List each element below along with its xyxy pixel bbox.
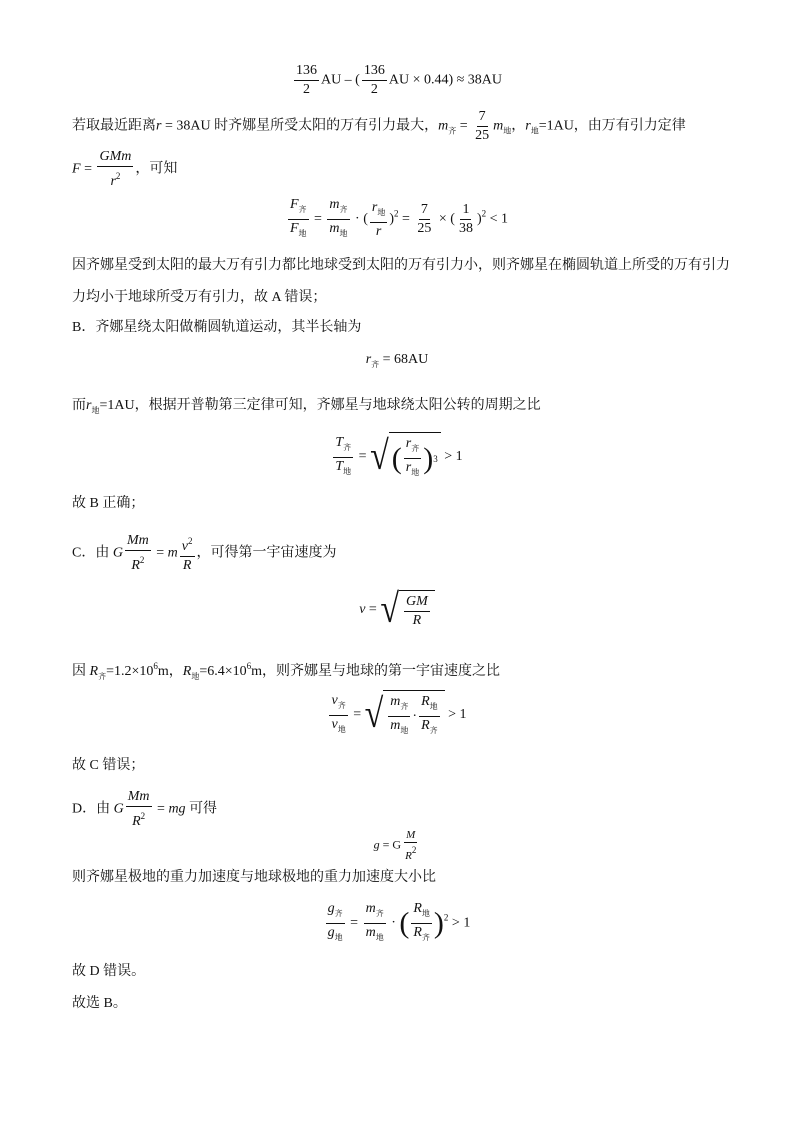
numerator: 136 [362, 62, 387, 81]
text: = [80, 161, 96, 177]
var: R [421, 718, 430, 733]
superscript: 2 [481, 208, 487, 219]
paragraph: B．齐娜星绕太阳做椭圆轨道运动，其半长轴为 [72, 320, 362, 335]
text: > 1 [440, 449, 463, 465]
var: m [438, 118, 449, 134]
var: v [331, 716, 338, 732]
text: × ( [435, 211, 455, 227]
paragraph: 故选 B。 [72, 996, 127, 1011]
denominator: R [405, 850, 412, 862]
text: > 1 [444, 707, 467, 723]
var: G [113, 801, 124, 817]
paragraph [72, 788, 734, 831]
paragraph [72, 656, 734, 687]
subscript: 齐 [334, 909, 343, 918]
equation-first-cosmic-velocity: v = √ $\frac{GM}{R}$ [0, 590, 794, 630]
var: R [413, 925, 422, 940]
text: m， [157, 664, 183, 679]
text: ， [511, 118, 526, 134]
paragraph: 因齐娜星受到太阳的最大万有引力都比地球受到太阳的万有引力小，则齐娜星在椭圆轨道上所受的万有引力 [72, 258, 730, 273]
numerator: 1 [460, 201, 471, 220]
subscript: 齐 [429, 726, 438, 735]
subscript: 齐 [448, 126, 457, 136]
var: T [335, 434, 344, 450]
subscript: 齐 [400, 702, 409, 711]
superscript: 6 [153, 661, 158, 671]
text: = [153, 801, 169, 817]
var: r [365, 352, 372, 367]
var: r [156, 118, 162, 134]
numerator: 7 [477, 108, 488, 127]
subscript: 地 [530, 126, 539, 136]
subscript: 齐 [337, 700, 346, 710]
text: m，则齐娜星与地球的第一宇宙速度之比 [251, 664, 500, 679]
numerator: GM [404, 593, 430, 612]
fraction [473, 108, 491, 145]
var: r [405, 460, 412, 475]
text: · [387, 915, 400, 931]
text: = 38AU 时齐娜星所受太阳的万有引力最大， [161, 118, 439, 134]
fraction [362, 62, 387, 99]
text: > 1 [448, 915, 471, 931]
var: F [289, 197, 299, 212]
fraction [97, 148, 133, 191]
var: m [329, 221, 340, 236]
numerator: 136 [294, 62, 319, 81]
text: =1AU，由万有引力定律 [538, 118, 686, 134]
paragraph: 故 D 错误。 [72, 964, 146, 979]
paragraph [72, 532, 734, 575]
var: T [335, 458, 344, 474]
text: = [365, 602, 381, 618]
text: 因 [72, 664, 90, 679]
equation-force-ratio [0, 196, 794, 243]
sqrt: √ ( $\frac{r_齐}{r_地}$ ) 3 [370, 432, 441, 482]
equation-velocity-ratio: $\frac{v_齐}{v_地}$ = √ $\frac{m_齐}{m_地}$ · $\frac{R_地}{R_齐}$ > 1 [0, 690, 794, 740]
var: m [365, 925, 376, 940]
var: v [331, 692, 338, 708]
var: g [327, 925, 335, 940]
subscript: 齐 [98, 672, 107, 681]
var: m [365, 901, 376, 916]
var: R [421, 694, 430, 709]
text: =6.4×10 [199, 664, 247, 679]
var: mg [168, 801, 186, 817]
paragraph: 故 B 正确； [72, 496, 145, 511]
denominator: R [131, 558, 140, 573]
subscript: 地 [343, 466, 352, 476]
subscript: 地 [421, 909, 430, 918]
superscript: 2 [443, 912, 449, 923]
paragraph: 力均小于地球所受万有引力，故 A 错误； [72, 290, 327, 305]
equation-gravity-ratio: $\frac{g_齐}{g_地}$ = $\frac{m_齐}{m_地}$ · ( $\frac{R_地}{R_齐}$ )$^2$ > 1 [327, 901, 471, 942]
subscript: 地 [375, 933, 384, 942]
text: 若取最近距离 [72, 118, 156, 134]
var: r [86, 398, 92, 413]
subscript: 齐 [371, 360, 380, 369]
superscript: 2 [411, 845, 417, 855]
var: v [359, 602, 366, 618]
text: ) [476, 211, 482, 227]
denominator: R [412, 613, 422, 628]
text: = [355, 449, 371, 465]
paragraph [72, 396, 734, 421]
subscript: 地 [91, 406, 100, 415]
text: =1AU，根据开普勒第三定律可知，齐娜星与地球绕太阳公转的周期之比 [99, 398, 541, 413]
var: r [405, 436, 412, 451]
superscript: 2 [188, 536, 193, 546]
text: = G [379, 837, 402, 852]
denominator: r [110, 174, 116, 189]
denominator: R [182, 558, 192, 573]
var: R [182, 664, 192, 679]
var: r [371, 199, 378, 215]
subscript: 地 [411, 468, 420, 477]
var: F [289, 221, 299, 236]
var: r [375, 223, 382, 239]
text: = [456, 118, 472, 134]
text: =1.2×10 [106, 664, 154, 679]
superscript: 2 [394, 208, 399, 219]
subscript: 地 [334, 933, 343, 942]
text: = 68AU [379, 352, 429, 367]
text: D．由 [72, 801, 114, 817]
paragraph [72, 148, 734, 191]
equation-distance [0, 62, 794, 99]
superscript: 2 [115, 171, 121, 181]
text: · [412, 708, 418, 724]
var: r [525, 118, 531, 134]
text: = [398, 211, 414, 227]
var: m [167, 545, 178, 561]
equation-text: AU × 0.44) ≈ 38AU [388, 72, 503, 88]
superscript: 2 [139, 555, 145, 565]
text: ，可得第一宇宙速度为 [196, 545, 337, 561]
subscript: 地 [377, 207, 386, 217]
subscript: 地 [339, 229, 348, 238]
equation-text: AU – ( [320, 72, 360, 88]
subscript: 齐 [343, 442, 352, 452]
text: ，可知 [135, 161, 178, 177]
denominator: 2 [370, 82, 378, 97]
numerator: Mm [125, 532, 151, 551]
superscript: 6 [246, 661, 252, 671]
superscript: 3 [433, 453, 438, 464]
denominator: 25 [475, 128, 490, 143]
text: = [310, 211, 326, 227]
paragraph: 故 C 错误； [72, 758, 145, 773]
text: C．由 [72, 545, 113, 561]
var: R [413, 901, 422, 916]
subscript: 地 [191, 672, 200, 681]
var: G [112, 545, 123, 561]
text: · ( [351, 211, 368, 227]
subscript: 地 [503, 126, 512, 136]
text: = [349, 707, 365, 723]
subscript: 齐 [375, 909, 384, 918]
text: = [346, 915, 362, 931]
paragraph [72, 108, 734, 145]
subscript: 齐 [339, 205, 348, 214]
numerator: Mm [126, 788, 152, 807]
numerator: GMm [97, 148, 133, 167]
var: g [373, 837, 380, 852]
denominator: 2 [302, 82, 310, 97]
var: F [72, 161, 81, 177]
subscript: 齐 [298, 205, 307, 214]
text: ) [389, 211, 394, 227]
var: g [327, 901, 335, 916]
denominator: 25 [417, 221, 432, 236]
equation-semi-major-axis [0, 352, 794, 370]
equation-gravity [0, 828, 794, 863]
numerator: v [181, 539, 188, 554]
subscript: 地 [400, 726, 409, 735]
var: m [493, 118, 504, 134]
text: 而 [72, 398, 86, 413]
var: R [89, 664, 99, 679]
var: m [390, 694, 401, 709]
numerator: 7 [419, 201, 430, 220]
subscript: 地 [429, 702, 438, 711]
text: < 1 [486, 211, 509, 227]
numerator: M [406, 829, 416, 841]
subscript: 地 [337, 724, 346, 734]
subscript: 齐 [421, 933, 430, 942]
subscript: 齐 [411, 444, 420, 453]
denominator: 38 [458, 221, 473, 236]
text: 可得 [185, 801, 218, 817]
subscript: 地 [298, 229, 307, 238]
paragraph: 则齐娜星极地的重力加速度与地球极地的重力加速度大小比 [72, 870, 436, 885]
var: m [329, 197, 340, 212]
superscript: 2 [140, 811, 146, 821]
denominator: R [132, 814, 141, 829]
text: = [152, 545, 168, 561]
var: m [390, 718, 401, 733]
fraction [294, 62, 319, 99]
equation-period-ratio [0, 432, 794, 482]
